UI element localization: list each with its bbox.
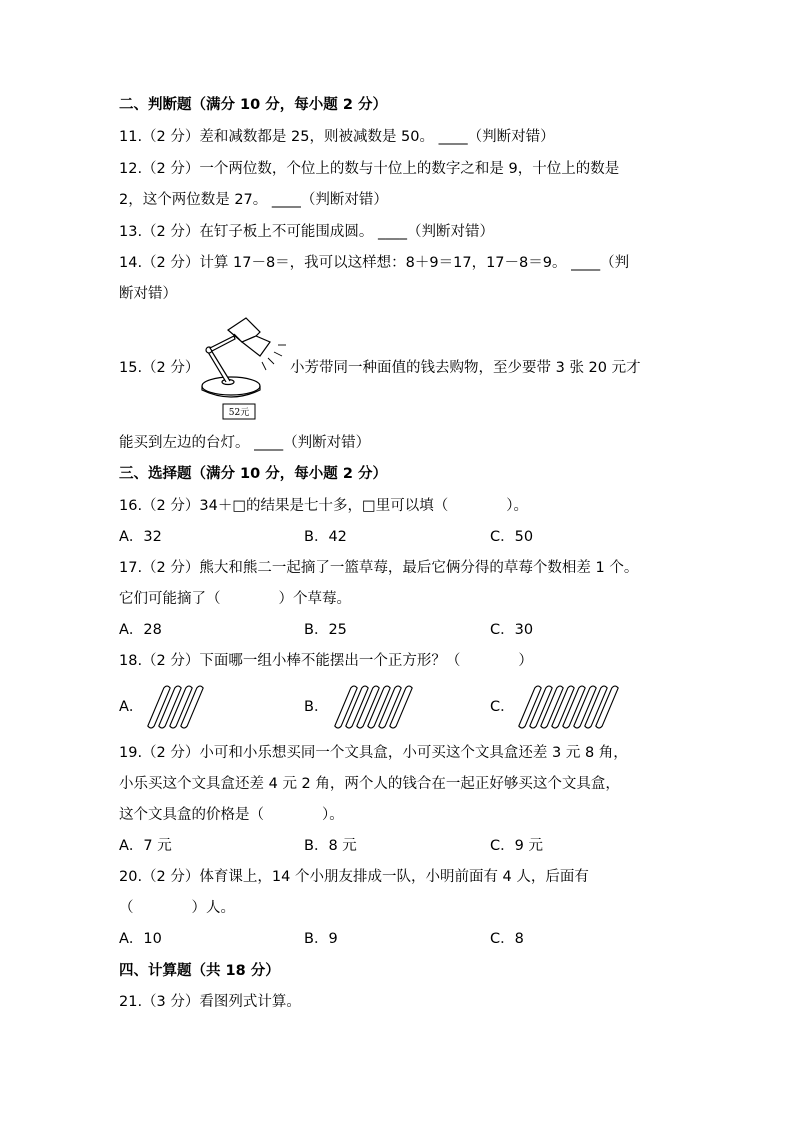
question-19-line2: 小乐买这个文具盒还差 4 元 2 角，两个人的钱合在一起正好够买这个文具盒，: [119, 776, 620, 792]
question-20-line2: （ ）人。: [119, 900, 235, 916]
q18-sticks-group-c: [518, 684, 628, 730]
q18-sticks-group-b: [334, 684, 424, 730]
question-14-line1: 14.（2 分）计算 17－8＝，我可以这样想：8＋9＝17，17－8＝9。 ____（判: [119, 255, 630, 271]
question-19-line1: 19.（2 分）小可和小乐想买同一个文具盒，小可买这个文具盒还差 3 元 8 角，: [119, 745, 628, 761]
lamp-price-tag: 52元: [228, 408, 250, 418]
q16-option-c: C．50: [490, 529, 534, 545]
question-11: 11.（2 分）差和减数都是 25，则被减数是 50。 ____（判断对错）: [119, 129, 555, 145]
question-14-line2: 断对错）: [119, 286, 177, 302]
q18-option-b: B．: [304, 699, 329, 715]
question-15-suffix: 小芳带同一种面值的钱去购物，至少要带 3 张 20 元才: [290, 360, 641, 376]
q17-option-c: C．30: [490, 622, 534, 638]
q19-option-c: C．9 元: [490, 838, 543, 854]
q20-option-c: C．8: [490, 931, 524, 947]
question-19-line3: 这个文具盒的价格是（ ）。: [119, 807, 344, 823]
q20-option-a: A．10: [119, 931, 162, 947]
section3-heading: 三、选择题（满分 10 分，每小题 2 分）: [119, 466, 387, 482]
question-12-line2: 2，这个两位数是 27。 ____（判断对错）: [119, 192, 388, 208]
question-16: 16.（2 分）34＋□的结果是七十多，□里可以填（ ）。: [119, 498, 528, 514]
section4-heading: 四、计算题（共 18 分）: [119, 963, 280, 979]
q18-sticks-group-a: [147, 684, 217, 730]
desk-lamp-image: [198, 312, 296, 424]
question-17-line1: 17.（2 分）熊大和熊二一起摘了一篮草莓，最后它俩分得的草莓个数相差 1 个。: [119, 560, 639, 576]
q18-option-c: C．: [490, 699, 515, 715]
q16-option-b: B．42: [304, 529, 347, 545]
question-12-line1: 12.（2 分）一个两位数，个位上的数与十位上的数字之和是 9，十位上的数是: [119, 161, 620, 177]
question-17-line2: 它们可能摘了（ ）个草莓。: [119, 591, 351, 607]
section2-heading: 二、判断题（满分 10 分，每小题 2 分）: [119, 97, 387, 113]
question-13: 13.（2 分）在钉子板上不可能围成圆。 ____（判断对错）: [119, 224, 495, 240]
question-21: 21.（3 分）看图列式计算。: [119, 994, 301, 1010]
question-15-line2: 能买到左边的台灯。 ____（判断对错）: [119, 435, 371, 451]
q20-option-b: B．9: [304, 931, 338, 947]
q19-option-a: A．7 元: [119, 838, 172, 854]
question-20-line1: 20.（2 分）体育课上，14 个小朋友排成一队，小明前面有 4 人，后面有: [119, 869, 589, 885]
q16-option-a: A．32: [119, 529, 162, 545]
q17-option-a: A．28: [119, 622, 162, 638]
q19-option-b: B．8 元: [304, 838, 357, 854]
q17-option-b: B．25: [304, 622, 347, 638]
question-15-prefix: 15.（2 分）: [119, 360, 200, 376]
question-18: 18.（2 分）下面哪一组小棒不能摆出一个正方形？（ ）: [119, 653, 533, 669]
q18-option-a: A．: [119, 699, 144, 715]
